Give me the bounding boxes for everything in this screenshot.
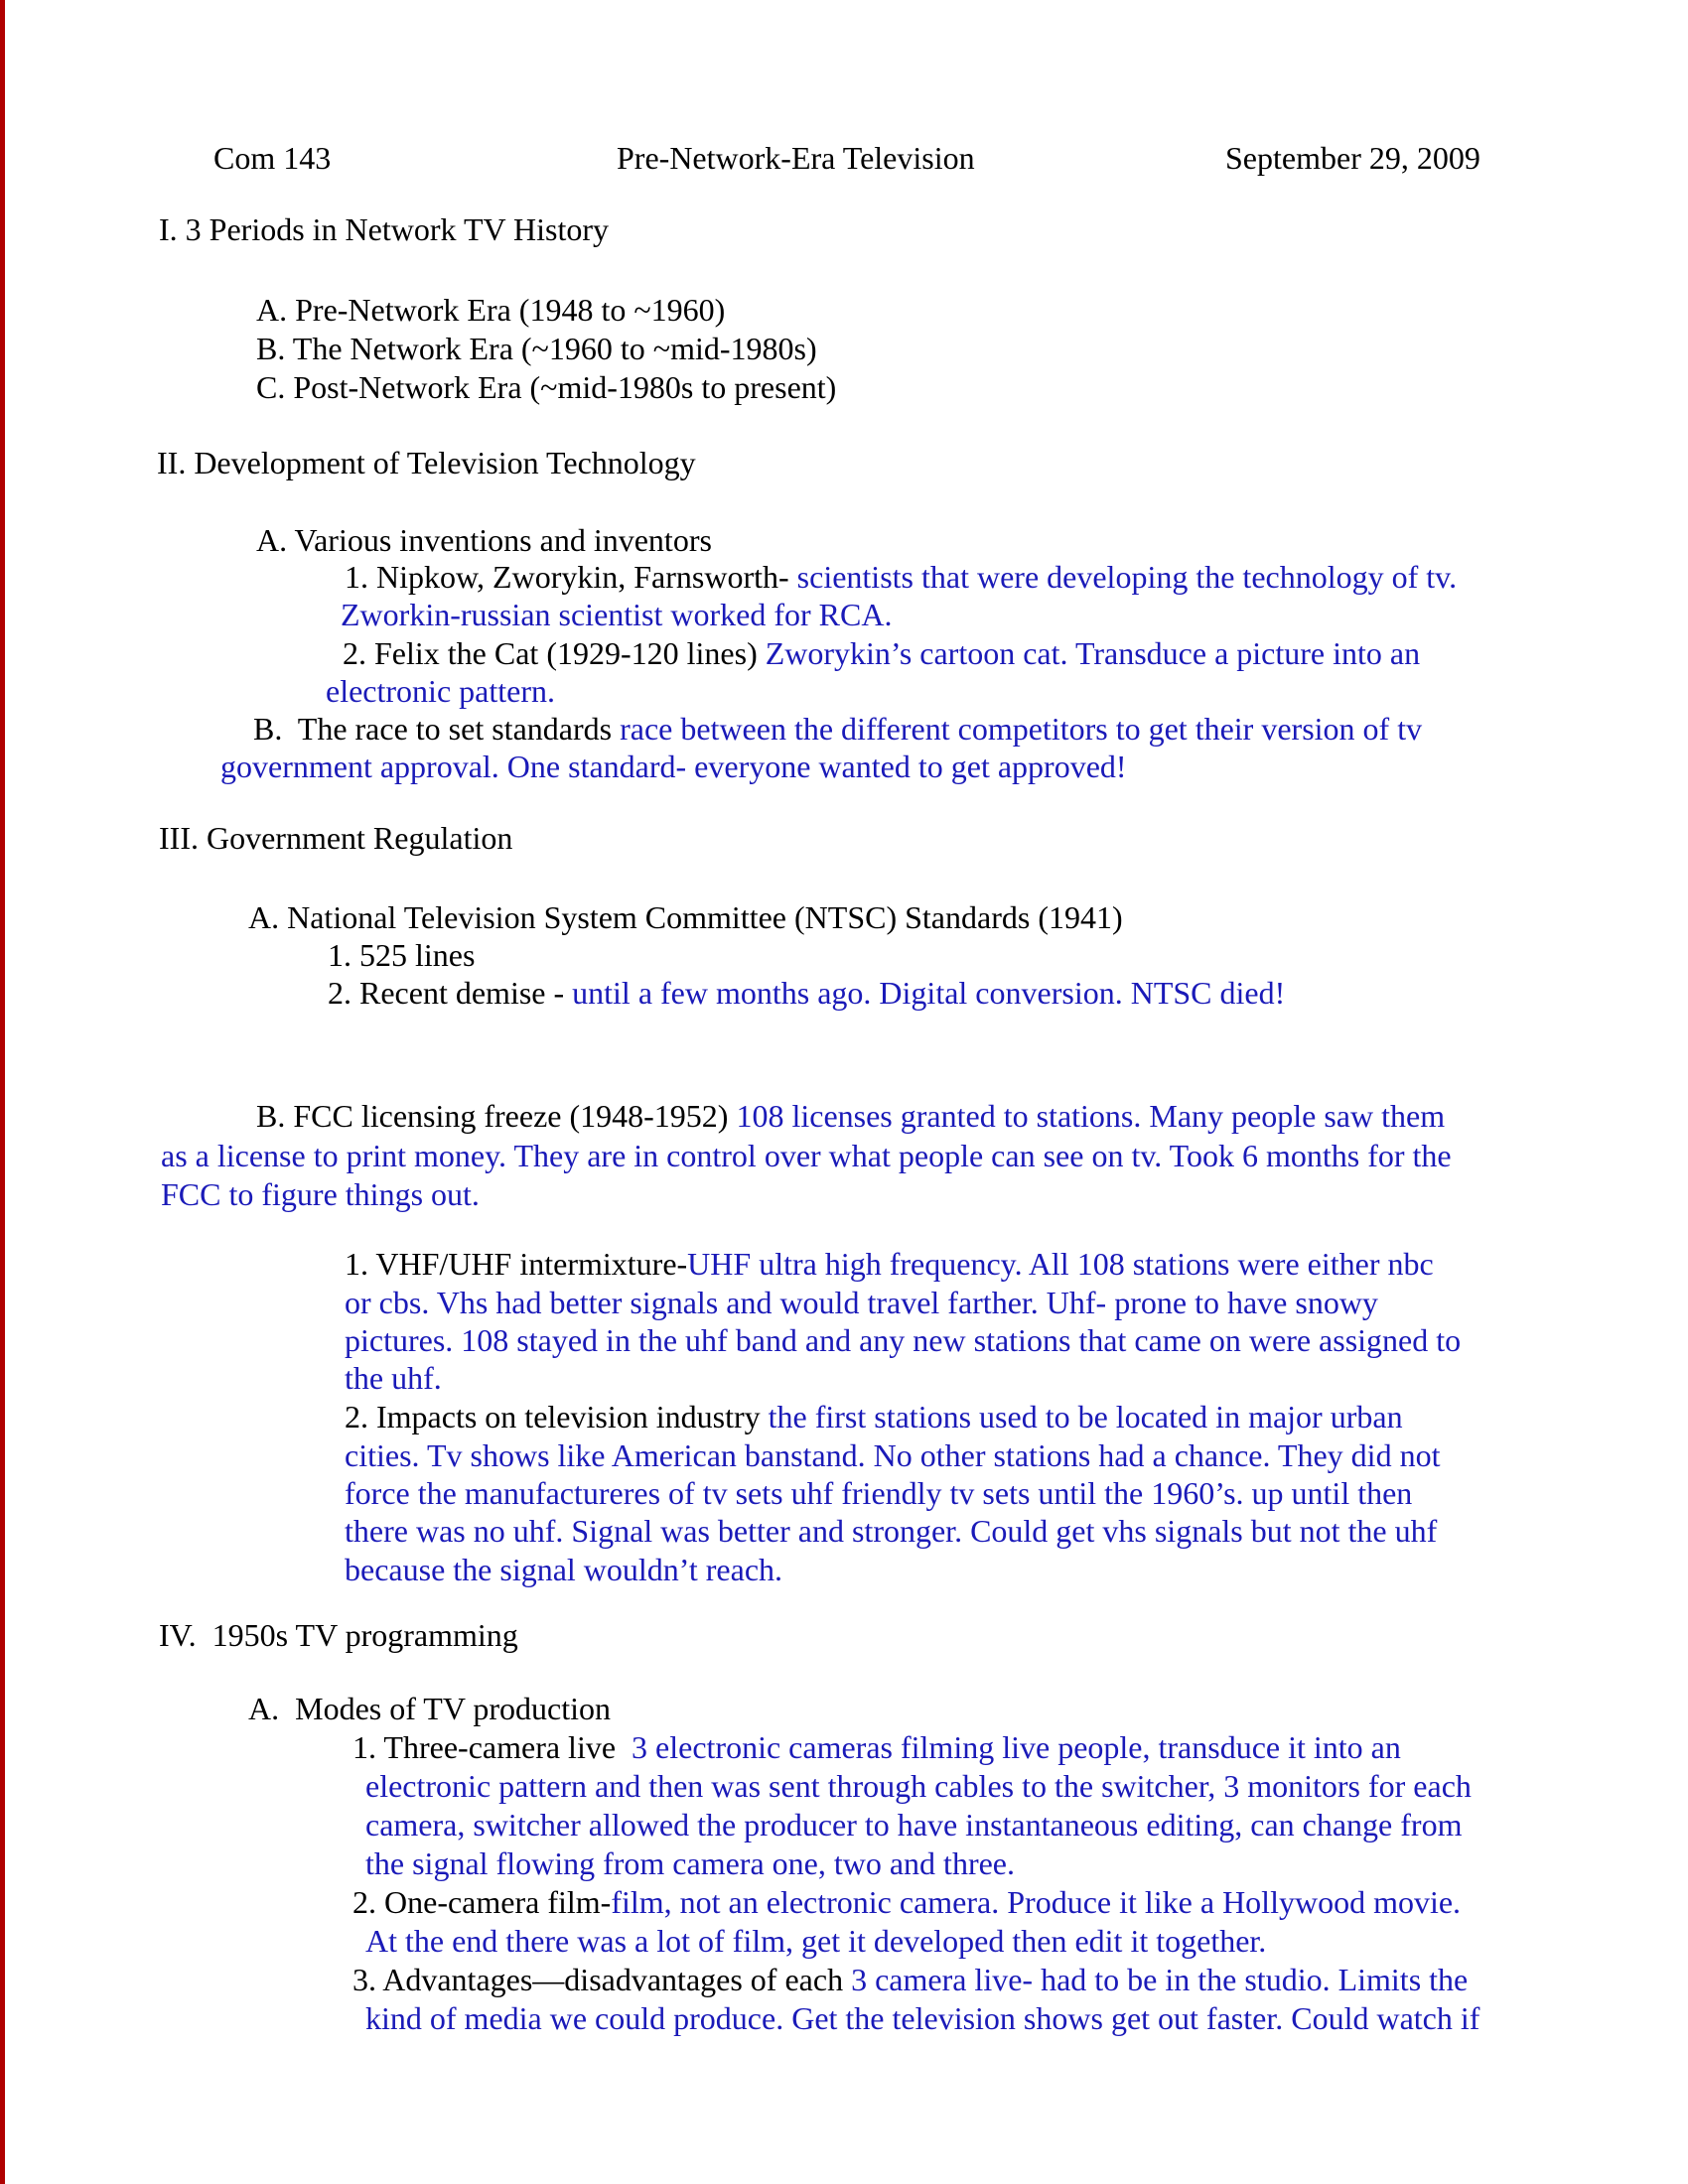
typed-note-text: At the end there was a lot of film, get it developed then edit it together.: [365, 1923, 1267, 1959]
outline-text: 1. VHF/UHF intermixture-: [345, 1246, 688, 1282]
typed-note-text: or cbs. Vhs had better signals and would travel farther. Uhf- prone to have snowy: [345, 1285, 1378, 1320]
typed-note-text: race between the different competitors to get their version of tv: [620, 711, 1423, 747]
doc-line: [326, 672, 555, 711]
doc-line: [256, 1097, 1445, 1136]
outline-text: 2. Impacts on television industry: [345, 1399, 769, 1434]
doc-line: [365, 1806, 1462, 1844]
doc-line: [345, 1245, 1434, 1284]
typed-note-text: the first stations used to be located in major urban: [768, 1399, 1403, 1434]
doc-line: [248, 898, 1123, 937]
doc-line: [341, 596, 892, 634]
doc-line: [345, 1436, 1440, 1475]
doc-line: [345, 1284, 1378, 1322]
doc-line: [161, 1137, 1452, 1175]
outline-text: 1. 525 lines: [328, 937, 476, 973]
scan-edge-artifact: [0, 0, 5, 2184]
typed-note-text: 108 licenses granted to stations. Many people saw them: [736, 1098, 1446, 1134]
doc-line: [328, 974, 1285, 1013]
doc-line: [365, 1767, 1472, 1806]
typed-note-text: Zworykin’s cartoon cat. Transduce a picture into an: [765, 635, 1421, 671]
outline-text: B. FCC licensing freeze (1948-1952): [256, 1098, 737, 1134]
outline-text: B. The race to set standards: [253, 711, 621, 747]
doc-line: [220, 748, 1127, 786]
outline-text: 2. Recent demise -: [328, 975, 573, 1011]
doc-line: [352, 1728, 1401, 1767]
typed-note-text: the signal flowing from camera one, two and three.: [365, 1845, 1015, 1881]
doc-line: [345, 1359, 442, 1398]
typed-note-text: government approval. One standard- everyone wanted to get approved!: [220, 749, 1127, 784]
typed-note-text: cities. Tv shows like American banstand. No other stations had a chance. They did not: [345, 1437, 1441, 1473]
outline-text: A. Modes of TV production: [248, 1691, 612, 1726]
typed-note-text: Zworkin-russian scientist worked for RCA.: [341, 597, 893, 632]
doc-line: [365, 1844, 1015, 1883]
doc-line: [157, 444, 696, 482]
typed-note-text: force the manufactureres of tv sets uhf friendly tv sets until the 1960’s. up until then: [345, 1475, 1413, 1511]
outline-text: IV. 1950s TV programming: [159, 1617, 518, 1653]
doc-line: [256, 368, 836, 407]
doc-line: [345, 1512, 1437, 1551]
outline-text: A. Various inventions and inventors: [256, 522, 712, 558]
doc-line: [256, 330, 817, 368]
doc-line: [345, 558, 1457, 597]
doc-line: [253, 710, 1422, 749]
doc-line: [345, 1321, 1461, 1360]
typed-note-text: 3 camera live- had to be in the studio. Limits the: [851, 1962, 1469, 1997]
outline-text: 2. One-camera film-: [352, 1884, 612, 1920]
outline-text: 2. Felix the Cat (1929-120 lines): [343, 635, 766, 671]
typed-note-text: there was no uhf. Signal was better and stronger. Could get vhs signals but not the uhf: [345, 1513, 1438, 1549]
typed-note-text: electronic pattern.: [326, 673, 555, 709]
doc-line: [159, 210, 609, 249]
doc-line: [343, 634, 1420, 673]
typed-note-text: as a license to print money. They are in control over what people can see on tv. Took 6 months for the: [161, 1138, 1452, 1173]
doc-line: [365, 1999, 1479, 2038]
doc-line: [328, 936, 475, 975]
doc-line: [159, 1616, 518, 1655]
header-date: September 29, 2009: [1225, 140, 1480, 176]
doc-line: [365, 1922, 1266, 1961]
outline-text: 1. Nipkow, Zworykin, Farnsworth-: [345, 559, 797, 595]
doc-line: [345, 1551, 782, 1589]
typed-note-text: kind of media we could produce. Get the television shows get out faster. Could watch if: [365, 2000, 1480, 2036]
typed-note-text: scientists that were developing the technology of tv.: [796, 559, 1458, 595]
doc-line: [345, 1474, 1412, 1513]
doc-line: [352, 1961, 1468, 1999]
typed-note-text: camera, switcher allowed the producer to have instantaneous editing, can change from: [365, 1807, 1463, 1843]
typed-note-text: FCC to figure things out.: [161, 1176, 480, 1212]
typed-note-text: until a few months ago. Digital conversion. NTSC died!: [572, 975, 1286, 1011]
typed-note-text: 3 electronic cameras filming live people, transduce it into an: [632, 1729, 1401, 1765]
outline-text: A. National Television System Committee (NTSC) Standards (1941): [248, 899, 1123, 935]
doc-line: [161, 1175, 480, 1214]
doc-line: [352, 1883, 1461, 1922]
outline-text: A. Pre-Network Era (1948 to ~1960): [256, 292, 726, 328]
doc-line: [256, 521, 712, 560]
doc-line: [248, 1690, 611, 1728]
typed-note-text: UHF ultra high frequency. All 108 stations were either nbc: [687, 1246, 1434, 1282]
doc-line: [256, 291, 725, 330]
typed-note-text: electronic pattern and then was sent through cables to the switcher, 3 monitors for each: [365, 1768, 1472, 1804]
outline-text: II. Development of Television Technology: [157, 445, 696, 480]
typed-note-text: the uhf.: [345, 1360, 442, 1396]
typed-note-text: pictures. 108 stayed in the uhf band and any new stations that came on were assigned to: [345, 1322, 1462, 1358]
doc-line: [345, 1398, 1403, 1436]
typed-note-text: because the signal wouldn’t reach.: [345, 1552, 783, 1587]
outline-text: III. Government Regulation: [159, 820, 513, 856]
header-title: Pre-Network-Era Television: [617, 140, 975, 176]
outline-text: C. Post-Network Era (~mid-1980s to present): [256, 369, 837, 405]
header-course: Com 143: [213, 140, 332, 176]
doc-line: [159, 819, 512, 858]
outline-text: 1. Three-camera live: [352, 1729, 633, 1765]
outline-text: B. The Network Era (~1960 to ~mid-1980s): [256, 331, 817, 366]
outline-text: I. 3 Periods in Network TV History: [159, 211, 610, 247]
typed-note-text: film, not an electronic camera. Produce it like a Hollywood movie.: [611, 1884, 1462, 1920]
outline-text: 3. Advantages—disadvantages of each: [352, 1962, 852, 1997]
